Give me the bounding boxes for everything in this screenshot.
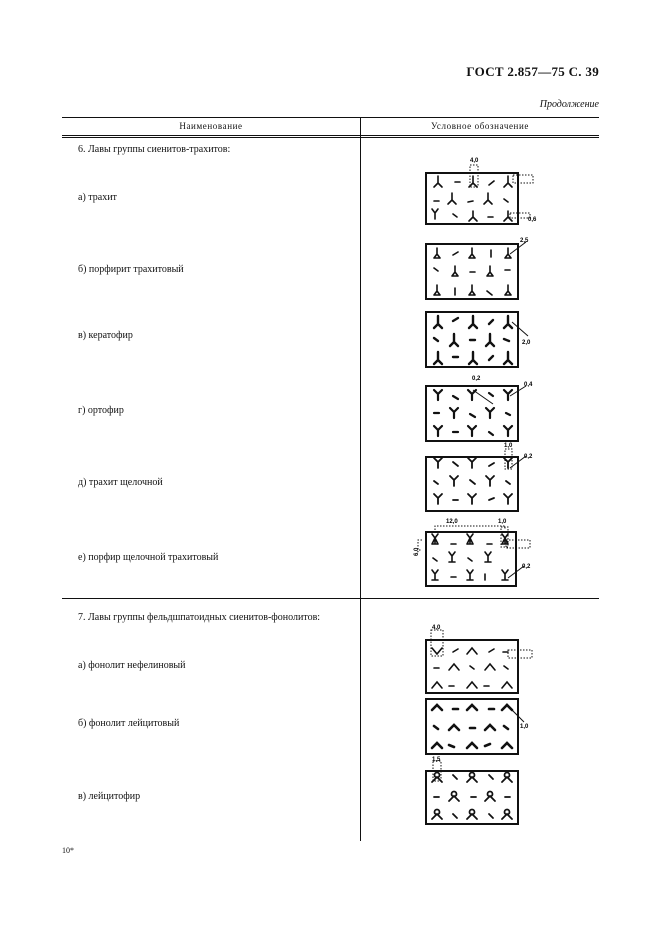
item-label: б) фонолит лейцитовый [78, 718, 180, 729]
dim-label: 4,0 [470, 158, 479, 164]
nepheline-phonolite-symbol [410, 622, 540, 700]
keratophyre-symbol [410, 300, 540, 375]
continuation-label: Продолжение [539, 99, 599, 110]
header-rule [62, 135, 599, 136]
dim-label: 0,6 [528, 217, 537, 223]
group-title: 6. Лавы группы сиенитов-трахитов: [78, 144, 231, 155]
trachyte-porphyrite-symbol [410, 230, 540, 305]
dim-label: 2,5 [520, 238, 529, 244]
table-top-rule [62, 117, 599, 118]
dim-label: 6,0 [414, 547, 420, 556]
column-header-name: Наименование [179, 121, 243, 131]
column-header-symbol: Условное обозначение [431, 121, 529, 131]
dim-label: 0,4 [524, 382, 533, 388]
column-divider [360, 118, 361, 841]
group-divider [62, 598, 599, 599]
page-header: ГОСТ 2.857—75 С. 39 [466, 64, 599, 79]
dim-label: 1,0 [504, 443, 513, 449]
alkaline-trachyte-symbol [410, 440, 540, 515]
dim-label: 1,5 [432, 757, 441, 763]
item-label: а) трахит [78, 192, 117, 203]
item-label: д) трахит щелочной [78, 477, 163, 488]
header-rule-double [62, 137, 599, 138]
trachyte-symbol [410, 155, 540, 230]
dim-label: 0,2 [522, 564, 531, 570]
dim-label: 2,0 [522, 340, 531, 346]
dim-label: 1,0 [498, 519, 507, 525]
dim-label: 0,2 [472, 376, 481, 382]
item-label: г) ортофир [78, 405, 124, 416]
group-title: 7. Лавы группы фельдшпатоидных сиенитов-фонолитов: [78, 612, 321, 623]
dim-label: 1,0 [520, 724, 529, 730]
leucite-phonolite-symbol [410, 690, 540, 762]
dim-label: 12,0 [446, 519, 458, 525]
item-label: а) фонолит нефелиновый [78, 660, 186, 671]
item-label: е) порфир щелочной трахитовый [78, 552, 219, 563]
item-label: в) лейцитофир [78, 791, 141, 802]
orthophyre-symbol [410, 372, 540, 447]
alkaline-trachyte-porphyry-symbol [408, 514, 540, 594]
item-label: в) кератофир [78, 330, 133, 341]
page-mark: 10* [62, 846, 74, 855]
dim-label: 4,0 [432, 625, 441, 631]
item-label: б) порфирит трахитовый [78, 264, 184, 275]
leucitophyre-symbol [410, 755, 540, 830]
dim-label: 0,2 [524, 454, 533, 460]
